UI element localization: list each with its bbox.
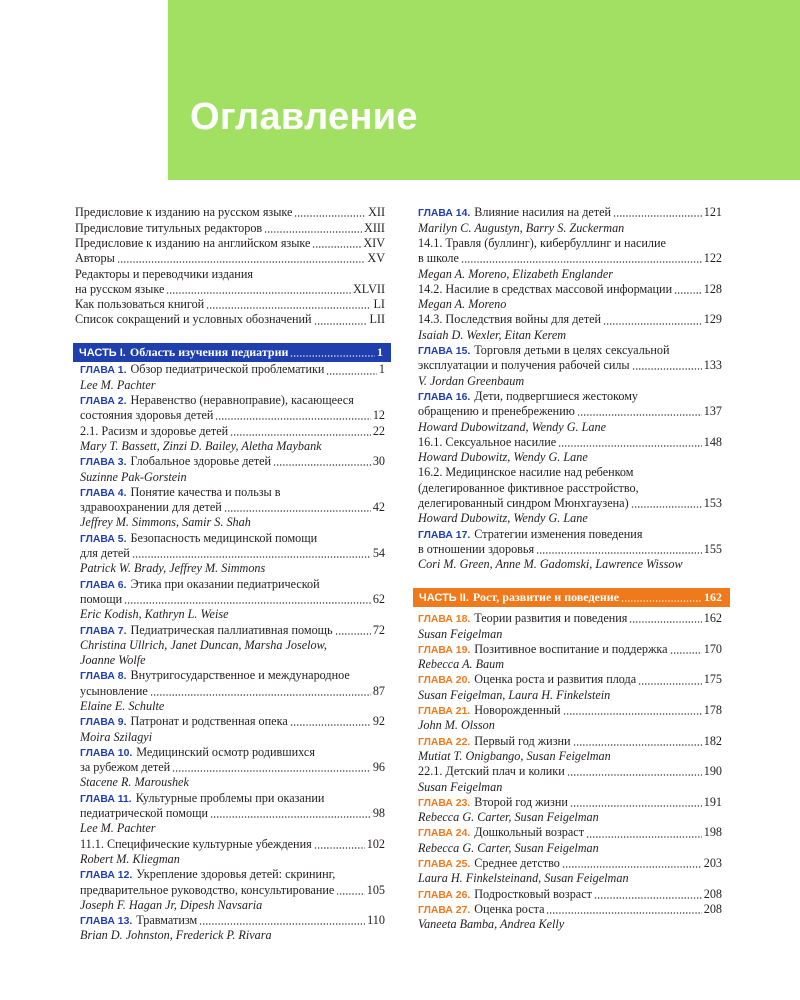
toc-author: Howard Dubowitz, Wendy G. Lane — [418, 450, 588, 465]
page-number: 129 — [703, 312, 722, 327]
dot-leader — [336, 893, 364, 895]
chapter-label: ГЛАВА 21. — [418, 706, 471, 718]
entry-title: Подростковый возраст — [474, 886, 592, 901]
dot-leader — [290, 724, 371, 726]
entry-title: 16.1. Сексуальное насилие — [418, 434, 557, 449]
page-number: XV — [367, 251, 385, 266]
entry-title: здравоохранении для детей — [80, 500, 222, 515]
page-number: 170 — [703, 641, 722, 656]
dot-leader — [264, 231, 362, 233]
toc-entry — [418, 465, 722, 480]
dot-leader — [314, 847, 365, 849]
dot-leader — [631, 506, 702, 508]
dot-leader — [199, 923, 365, 925]
entry-title: Позитивное воспитание и поддержка — [474, 641, 668, 656]
chapter-label: ГЛАВА 12. — [80, 870, 133, 882]
toc-author: Mary T. Bassett, Zinzi D. Bailey, Aletha Maybank — [80, 438, 322, 453]
dot-leader — [629, 621, 701, 623]
toc-entry — [75, 485, 385, 500]
dot-leader — [563, 713, 702, 715]
entry-title: Понятие качества и пользы в — [130, 484, 281, 499]
toc-entry — [75, 577, 385, 592]
entry-title: Предисловие титульных редакторов — [75, 220, 263, 235]
toc-entry — [418, 734, 722, 749]
entry-title: Дети, подвергшиеся жестокому — [474, 388, 639, 403]
entry-title: 14.3. Последствия войны для детей — [418, 312, 602, 327]
chapter-label: ГЛАВА 15. — [418, 346, 471, 358]
entry-title: (делегированное фиктивное расстройство, — [418, 480, 639, 495]
page-number: LII — [369, 312, 385, 327]
part-title: Рост, развитие и поведение — [472, 589, 620, 604]
dot-leader — [210, 816, 371, 818]
toc-entry — [418, 795, 722, 810]
chapter-label: ГЛАВА 23. — [418, 797, 471, 809]
page-number: 175 — [703, 672, 722, 687]
entry-title: делегированный синдром Мюнхгаузена) — [418, 495, 629, 510]
page-number: 153 — [703, 495, 722, 510]
entry-title: Травматизм — [136, 913, 198, 928]
page-number: 92 — [372, 714, 385, 729]
page-number: 198 — [703, 825, 722, 840]
chapter-label: ГЛАВА 6. — [80, 579, 127, 591]
toc-entry — [75, 837, 385, 852]
entry-title: Теории развития и поведения — [474, 611, 628, 626]
toc-entry — [75, 806, 385, 821]
front-matter-entry — [75, 205, 385, 220]
page-number: 133 — [703, 358, 722, 373]
toc-entry — [75, 454, 385, 469]
page-number: 178 — [703, 703, 722, 718]
toc-entry — [418, 389, 722, 404]
dot-leader — [215, 418, 370, 420]
toc-author: Suzinne Pak-Gorstein — [80, 469, 187, 484]
dot-leader — [326, 373, 376, 375]
toc-entry — [75, 531, 385, 546]
entry-title: Безопасность медицинской помощи — [130, 530, 318, 545]
toc-entry — [418, 764, 722, 779]
entry-title: Новорожденный — [474, 703, 561, 718]
toc-entry — [75, 867, 385, 882]
dot-leader — [206, 307, 371, 309]
part-label: ЧАСТЬ I. — [79, 346, 126, 359]
front-matter-entry — [75, 312, 385, 327]
entry-title: Дошкольный возраст — [474, 825, 585, 840]
page-number: 110 — [367, 913, 385, 928]
entry-title: 16.2. Медицинское насилие над ребенком — [418, 465, 634, 480]
entry-title: в школе — [418, 251, 459, 266]
chapter-label: ГЛАВА 16. — [418, 391, 471, 403]
page-number: XLVII — [352, 281, 385, 296]
toc-author: Megan A. Moreno, Elizabeth Englander — [418, 266, 613, 281]
entry-title: Торговля детьми в целях сексуальной — [474, 343, 670, 358]
page-title: Оглавление — [190, 96, 418, 138]
dot-leader — [562, 866, 702, 868]
entry-title: Предисловие к изданию на английском языке — [75, 235, 311, 250]
page-number: 162 — [703, 611, 722, 626]
toc-author: Christina Ullrich, Janet Duncan, Marsha Joselow, — [80, 637, 327, 652]
entry-title: эксплуатации и получения рабочей силы — [418, 358, 630, 373]
toc-author: Laura H. Finkelsteinand, Susan Feigelman — [418, 871, 629, 886]
toc-entry — [75, 883, 385, 898]
dot-leader — [670, 652, 702, 654]
chapter-label: ГЛАВА 18. — [418, 614, 471, 626]
entry-title: состояния здоровья детей — [80, 408, 214, 423]
toc-entry — [75, 408, 385, 423]
page-number: 137 — [703, 404, 722, 419]
entry-title: 11.1. Специфические культурные убеждения — [80, 836, 312, 851]
entry-title: Среднее детство — [474, 856, 560, 870]
page-number: 122 — [703, 251, 722, 266]
entry-title: Стратегии изменения поведения — [474, 526, 643, 541]
toc-entry — [75, 745, 385, 760]
entry-title: Этика при оказании педиатрической — [130, 576, 320, 591]
page-number: 190 — [703, 764, 722, 779]
chapter-label: ГЛАВА 9. — [80, 717, 127, 729]
dot-leader — [613, 215, 702, 217]
page-number: 30 — [372, 454, 385, 469]
dot-leader — [632, 368, 702, 370]
entry-title: Как пользоваться книгой — [75, 297, 205, 312]
toc-author: Susan Feigelman — [418, 626, 503, 641]
dot-leader — [314, 323, 368, 325]
dot-leader — [273, 464, 371, 466]
toc-left-column — [75, 205, 385, 943]
entry-title: обращению и пренебрежению — [418, 404, 575, 419]
toc-entry — [75, 393, 385, 408]
toc-part-bar — [73, 343, 391, 363]
dot-leader — [461, 261, 702, 263]
chapter-label: ГЛАВА 11. — [80, 793, 132, 805]
chapter-label: ГЛАВА 27. — [418, 904, 471, 916]
dot-leader — [312, 246, 361, 248]
chapter-label: ГЛАВА 17. — [418, 529, 471, 541]
toc-entry — [75, 362, 385, 377]
toc-author: Brian D. Johnston, Frederick P. Rivara — [80, 928, 272, 943]
page-number: 98 — [372, 806, 385, 821]
page-number: 155 — [703, 541, 722, 556]
chapter-label: ГЛАВА 22. — [418, 736, 471, 748]
front-matter-entry — [75, 251, 385, 266]
dot-leader — [172, 770, 371, 772]
toc-entry — [75, 668, 385, 683]
front-matter-list — [75, 205, 385, 327]
toc-entry — [418, 481, 722, 496]
toc-author: V. Jordan Greenbaum — [418, 373, 525, 388]
toc-entry — [75, 791, 385, 806]
toc-author: Marilyn C. Augustyn, Barry S. Zuckerman — [418, 220, 625, 235]
toc-entry — [418, 282, 722, 297]
dot-leader — [577, 414, 702, 416]
page-number: 62 — [372, 591, 385, 606]
toc-entry — [418, 527, 722, 542]
entry-title: в отношении здоровья — [418, 541, 535, 556]
chapter-label: ГЛАВА 20. — [418, 675, 471, 687]
toc-entry — [418, 611, 722, 626]
dot-leader — [638, 683, 702, 685]
entry-title: Предисловие к изданию на русском языке — [75, 205, 293, 220]
toc-author: Patrick W. Brady, Jeffrey M. Simmons — [80, 561, 266, 576]
toc-author: Joanne Wolfe — [80, 653, 146, 668]
page-number: 203 — [703, 856, 722, 870]
entry-title: предварительное руководство, консультирование — [80, 882, 335, 897]
chapter-label: ГЛАВА 3. — [80, 457, 127, 469]
part-label: ЧАСТЬ II. — [419, 591, 469, 604]
toc-entry — [418, 205, 722, 220]
entry-title: Влияние насилия на детей — [474, 205, 612, 220]
chapter-label: ГЛАВА 5. — [80, 533, 127, 545]
chapter-label: ГЛАВА 8. — [80, 671, 127, 683]
toc-author: Howard Dubowitzand, Wendy G. Lane — [418, 419, 607, 434]
toc-entry — [75, 760, 385, 775]
toc-entry — [418, 404, 722, 419]
page-number: 121 — [703, 205, 722, 220]
dot-leader — [573, 744, 702, 746]
entry-title: Первый год жизни — [474, 733, 571, 748]
entry-title: усыновление — [80, 683, 148, 698]
dot-leader — [594, 897, 702, 899]
toc-entry — [75, 623, 385, 638]
dot-leader — [335, 633, 371, 635]
page-number: 191 — [703, 794, 722, 809]
dot-leader — [586, 836, 702, 838]
chapter-label: ГЛАВА 4. — [80, 487, 127, 499]
entry-title: 22.1. Детский плач и колики — [418, 764, 565, 779]
dot-leader — [132, 556, 371, 558]
entry-title: Укрепление здоровья детей: скрининг, — [136, 867, 336, 882]
toc-author: Vaneeta Bamba, Andrea Kelly — [418, 917, 565, 932]
page-number: 148 — [703, 434, 722, 449]
page-number: 1 — [378, 362, 385, 377]
toc-entry — [75, 500, 385, 515]
dot-leader — [567, 774, 702, 776]
entry-title: Патронат и родственная опека — [130, 714, 288, 729]
entry-title: Глобальное здоровье детей — [130, 454, 272, 469]
entry-title: Внутригосударственное и международное — [130, 668, 350, 683]
dot-leader — [166, 292, 351, 294]
page-number: XIII — [364, 220, 385, 235]
toc-entry — [418, 435, 722, 450]
entry-title: Педиатрическая паллиативная помощь — [130, 622, 333, 637]
entry-title: для детей — [80, 546, 130, 561]
toc-author: Rebecca G. Carter, Susan Feigelman — [418, 840, 599, 855]
entry-title: Оценка роста — [474, 901, 545, 916]
toc-items-right — [418, 205, 722, 932]
dot-leader — [294, 215, 366, 217]
toc-right-column — [418, 205, 722, 932]
toc-author: Rebecca G. Carter, Susan Feigelman — [418, 810, 599, 825]
entry-title: Культурные проблемы при оказании — [135, 790, 325, 805]
part-page-number: 1 — [377, 344, 383, 359]
toc-entry — [418, 856, 722, 871]
chapter-label: ГЛАВА 2. — [80, 396, 127, 408]
toc-author: Howard Dubowitz, Wendy G. Lane — [418, 511, 588, 526]
toc-entry — [418, 825, 722, 840]
dot-leader — [224, 510, 371, 512]
page-number: 128 — [703, 281, 722, 296]
toc-entry — [418, 312, 722, 327]
page-number: 12 — [372, 408, 385, 423]
part-title: Область изучения педиатрии — [129, 344, 289, 359]
front-matter-entry — [75, 236, 385, 251]
toc-part-bar — [413, 588, 730, 608]
toc-author: Cori M. Green, Anne M. Gadomski, Lawrence Wissow — [418, 557, 683, 572]
entry-title: Оценка роста и развития плода — [474, 672, 637, 687]
toc-entry — [75, 546, 385, 561]
page-number: 87 — [372, 683, 385, 698]
chapter-label: ГЛАВА 19. — [418, 644, 471, 656]
toc-author: Mutiat T. Onigbango, Susan Feigelman — [418, 748, 611, 763]
toc-author: Rebecca A. Baum — [418, 657, 505, 672]
page-number: LI — [373, 297, 385, 312]
toc-author: Susan Feigelman — [418, 779, 503, 794]
toc-author: Moira Szilagyi — [80, 729, 153, 744]
page-number: 22 — [372, 423, 385, 438]
front-matter-entry — [75, 282, 385, 297]
entry-title: 14.1. Травля (буллинг), кибербуллинг и насилие — [418, 235, 666, 250]
chapter-label: ГЛАВА 24. — [418, 828, 471, 840]
front-matter-entry — [75, 267, 385, 282]
entry-title: на русском языке — [75, 281, 165, 296]
toc-author: Jeffrey M. Simmons, Samir S. Shah — [80, 515, 251, 530]
entry-title: за рубежом детей — [80, 760, 171, 775]
entry-title: Второй год жизни — [474, 794, 568, 809]
toc-entry — [418, 642, 722, 657]
chapter-label: ГЛАВА 25. — [418, 859, 471, 870]
chapter-label: ГЛАВА 7. — [80, 625, 127, 637]
dot-leader — [621, 600, 702, 602]
page-number: 72 — [372, 622, 385, 637]
toc-entry — [75, 592, 385, 607]
toc-author: Joseph F. Hagan Jr, Dipesh Navsaria — [80, 897, 263, 912]
toc-items-left — [75, 343, 385, 944]
toc-entry — [75, 424, 385, 439]
entry-title: Авторы — [75, 251, 115, 266]
toc-entry — [418, 902, 722, 917]
toc-author: John M. Olsson — [418, 718, 495, 733]
part-page-number: 162 — [704, 589, 722, 604]
dot-leader — [546, 912, 701, 914]
dot-leader — [536, 552, 702, 554]
entry-title: Обзор педиатрической проблематики — [130, 362, 325, 377]
toc-author: Lee M. Pachter — [80, 377, 156, 392]
toc-author: Megan A. Moreno — [418, 297, 507, 312]
toc-entry — [418, 343, 722, 358]
page-number: 96 — [372, 760, 385, 775]
toc-entry — [418, 542, 722, 557]
toc-entry — [75, 714, 385, 729]
toc-author: Isaiah D. Wexler, Eitan Kerem — [418, 327, 567, 342]
front-matter-entry — [75, 297, 385, 312]
toc-author: Eric Kodish, Kathryn L. Weise — [80, 607, 229, 622]
entry-title: Список сокращений и условных обозначений — [75, 312, 312, 327]
page-number: 102 — [366, 836, 385, 851]
toc-author: Elaine E. Schulte — [80, 699, 165, 713]
chapter-label: ГЛАВА 14. — [418, 208, 471, 220]
entry-title: 2.1. Расизм и здоровье детей — [80, 423, 229, 438]
page-number: 208 — [703, 886, 722, 901]
entry-title: 14.2. Насилие в средствах массовой информации — [418, 281, 673, 296]
toc-entry — [418, 887, 722, 902]
entry-title: Редакторы и переводчики издания — [75, 266, 253, 281]
page-number: 42 — [372, 500, 385, 515]
toc-entry — [418, 358, 722, 373]
entry-title: педиатрической помощи — [80, 806, 208, 821]
toc-entry — [75, 913, 385, 928]
entry-title: помощи — [80, 591, 123, 606]
dot-leader — [558, 445, 702, 447]
toc-author: Lee M. Pachter — [80, 821, 156, 836]
dot-leader — [150, 694, 371, 696]
entry-title: Неравенство (неравноправие), касающееся — [130, 393, 354, 408]
toc-entry — [418, 251, 722, 266]
toc-entry — [75, 684, 385, 699]
page-number: XIV — [363, 235, 385, 250]
page-number: 105 — [366, 882, 385, 897]
page-number: 182 — [703, 733, 722, 748]
dot-leader — [603, 323, 702, 325]
toc-entry — [418, 496, 722, 511]
header-band — [168, 0, 800, 180]
dot-leader — [674, 292, 702, 294]
dot-leader — [124, 602, 371, 604]
toc-author: Susan Feigelman, Laura H. Finkelstein — [418, 687, 611, 702]
toc-entry — [418, 236, 722, 251]
chapter-label: ГЛАВА 26. — [418, 889, 471, 901]
chapter-label: ГЛАВА 1. — [80, 365, 127, 377]
dot-leader — [570, 805, 702, 807]
dot-leader — [117, 261, 366, 263]
entry-title: Медицинский осмотр родившихся — [136, 744, 315, 759]
chapter-label: ГЛАВА 13. — [80, 916, 133, 928]
toc-entry — [418, 672, 722, 687]
toc-entry — [418, 703, 722, 718]
toc-author: Robert M. Kliegman — [80, 851, 180, 866]
page-number: 208 — [703, 901, 722, 916]
page-number: XII — [368, 205, 385, 220]
toc-author: Stacene R. Maroushek — [80, 775, 189, 790]
page-number: 54 — [372, 546, 385, 561]
chapter-label: ГЛАВА 10. — [80, 747, 133, 759]
front-matter-entry — [75, 221, 385, 236]
dot-leader — [230, 434, 371, 436]
dot-leader — [290, 355, 375, 357]
